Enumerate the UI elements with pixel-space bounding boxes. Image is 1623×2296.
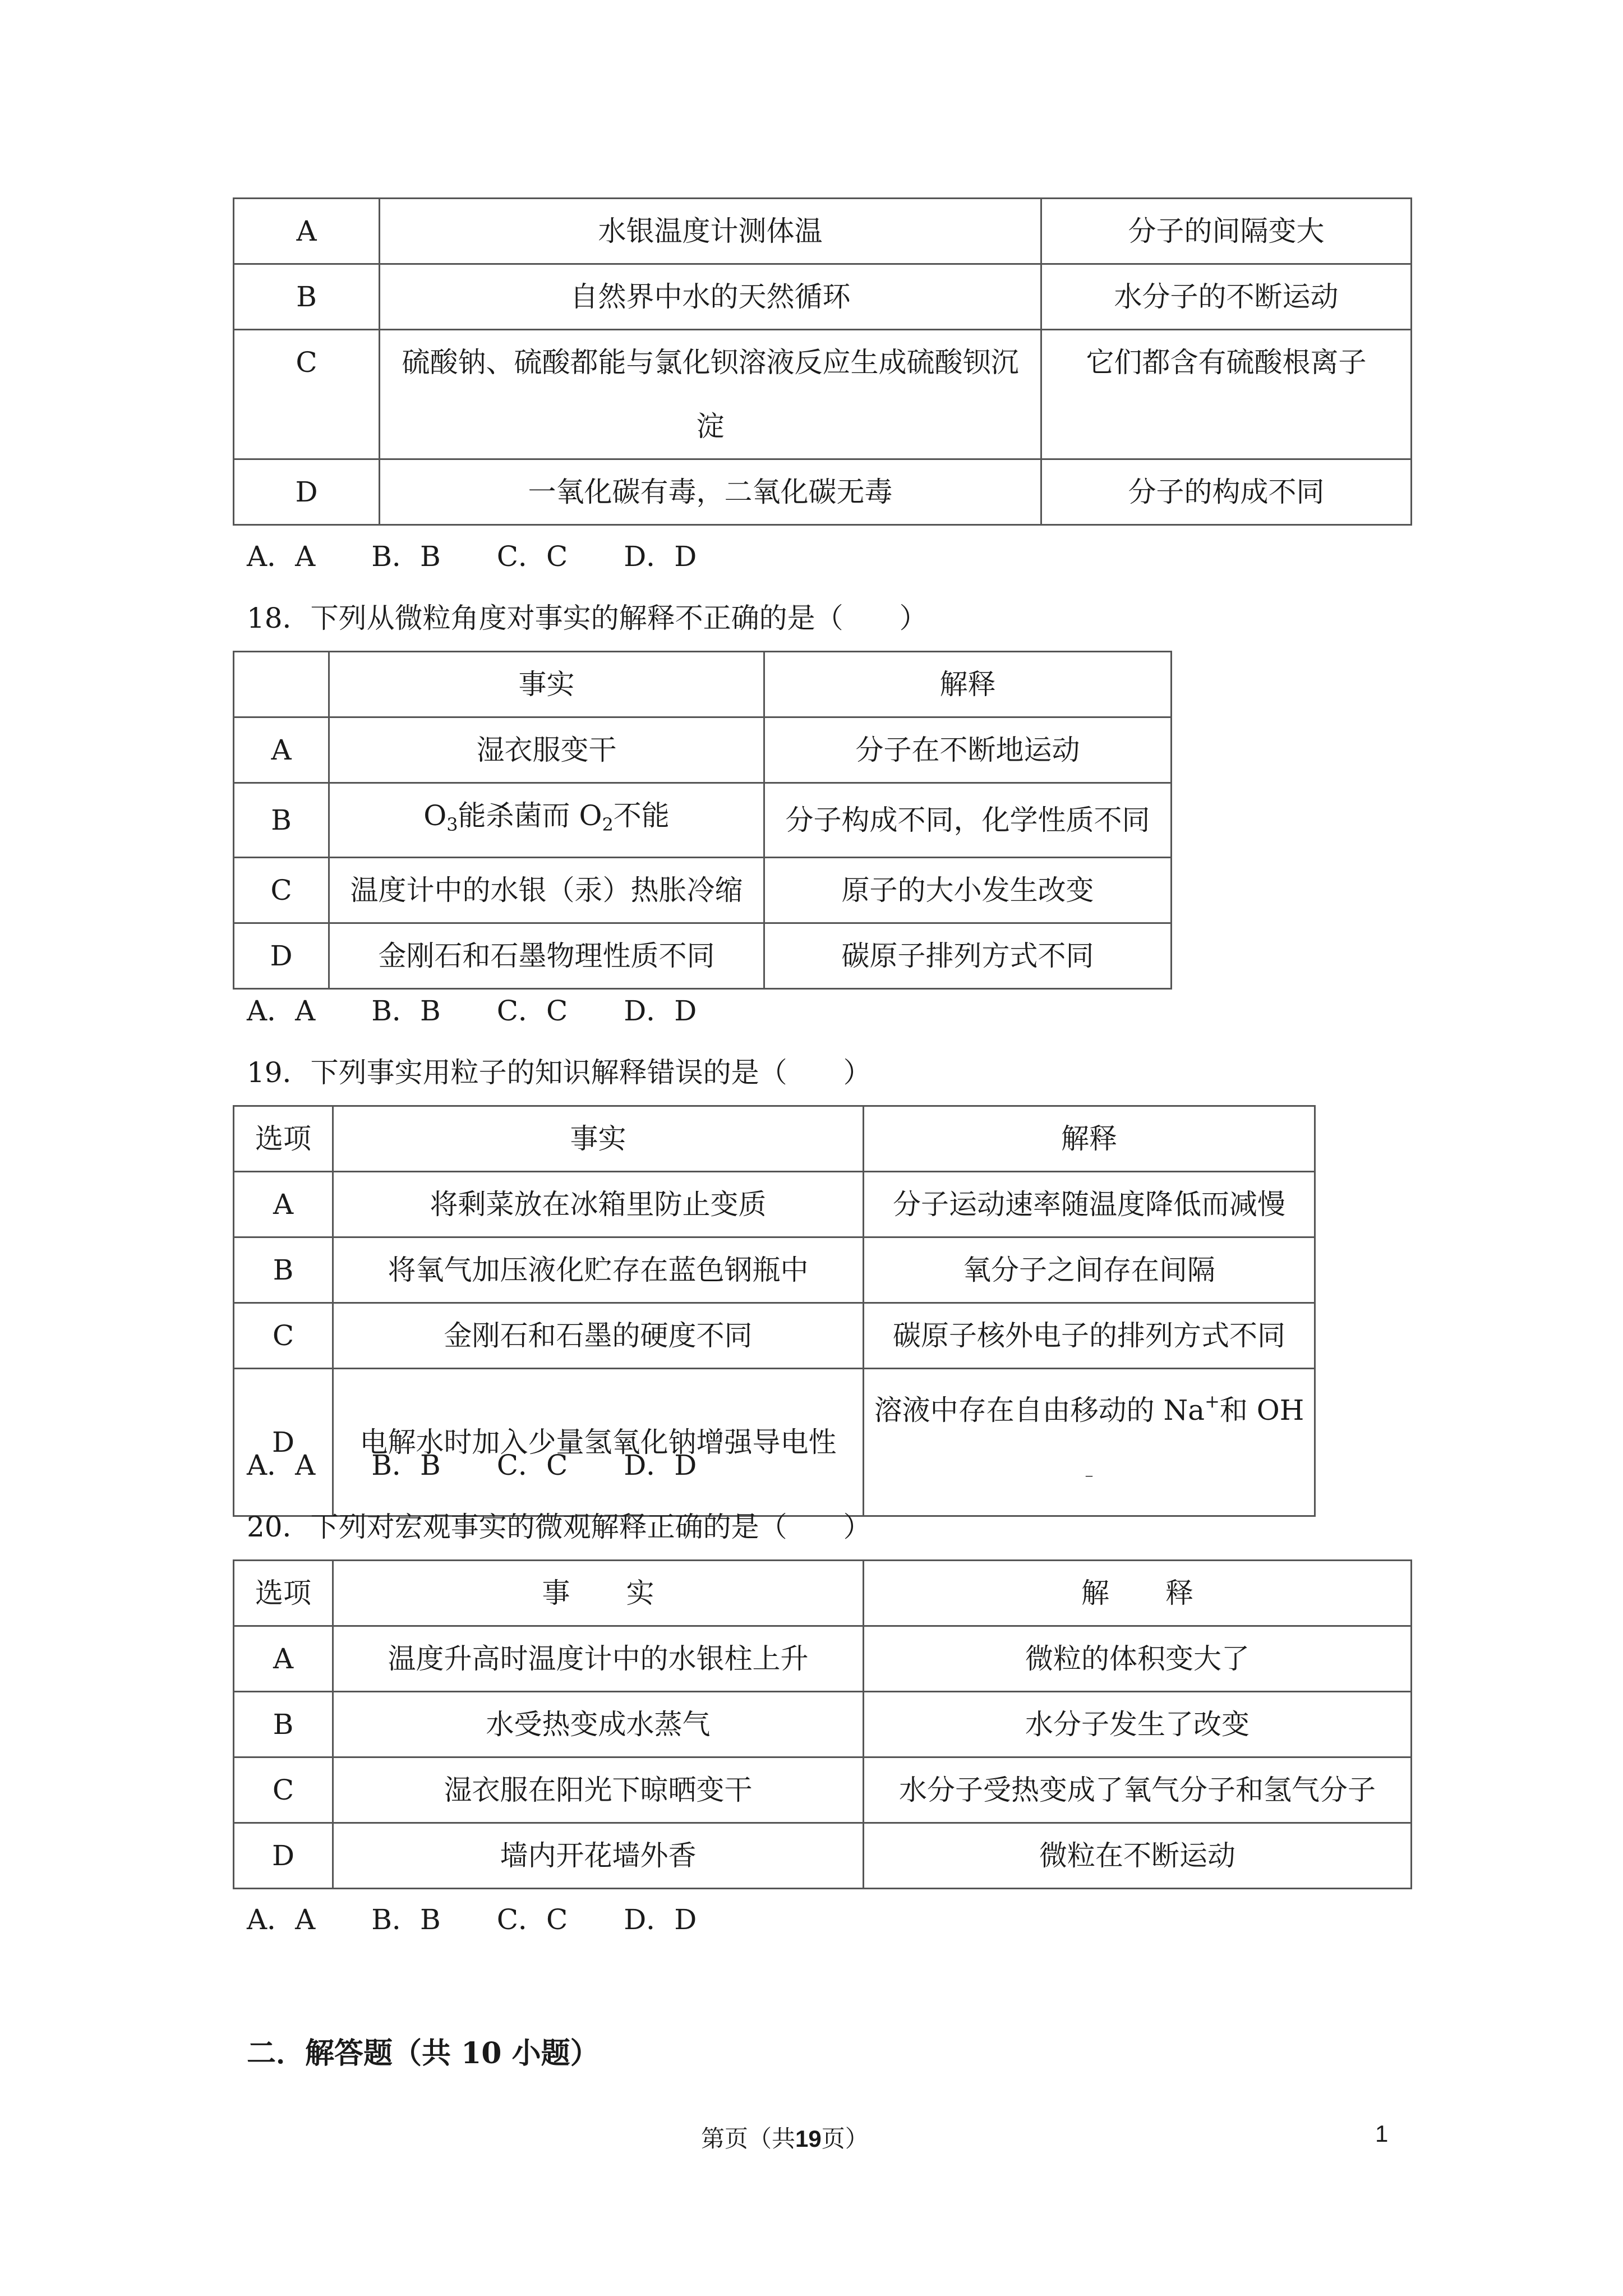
option-cell: A bbox=[234, 717, 329, 783]
superscript: ﹣ bbox=[1080, 1464, 1098, 1485]
formula-ozone: O bbox=[423, 799, 447, 832]
table-row bbox=[234, 330, 1412, 459]
option-cell: C bbox=[234, 858, 329, 923]
fact-cell: 自然界中水的天然循环 bbox=[380, 264, 1041, 330]
option-header bbox=[234, 652, 329, 717]
answer-choices: A．A B．B C．C D．D bbox=[247, 1449, 697, 1481]
explanation-cell: 分子构成不同，化学性质不同 bbox=[764, 783, 1172, 858]
table-row bbox=[234, 1823, 1412, 1889]
explanation-text: 溶液中存在自由移动的 Na bbox=[874, 1394, 1205, 1427]
fact-text: 不能 bbox=[613, 799, 670, 832]
option-cell: D bbox=[234, 1369, 333, 1516]
fact-cell: 一氧化碳有毒，二氧化碳无毒 bbox=[380, 459, 1041, 525]
fact-line: 硫酸钠、硫酸都能与氯化钡溶液反应生成硫酸钡沉 bbox=[402, 346, 1019, 379]
question-20-stem: 20．下列对宏观事实的微观解释正确的是（ ） bbox=[247, 1511, 872, 1543]
page-footer bbox=[701, 2120, 869, 2154]
explanation-cell: 分子的构成不同 bbox=[1041, 459, 1412, 525]
fact-cell: 水银温度计测体温 bbox=[380, 199, 1041, 264]
table-row bbox=[234, 1757, 1412, 1823]
explanation-header: 解释 bbox=[864, 1106, 1315, 1172]
page-number: 1 bbox=[1375, 2120, 1389, 2147]
fact-cell: 将氧气加压液化贮存在蓝色钢瓶中 bbox=[333, 1237, 864, 1303]
fact-cell: 金刚石和石墨物理性质不同 bbox=[329, 923, 764, 989]
fact-cell: 湿衣服变干 bbox=[329, 717, 764, 783]
fact-header: 事实 bbox=[333, 1106, 864, 1172]
section-heading: 二．解答题（共 10 小题） bbox=[247, 2036, 600, 2070]
superscript: + bbox=[1205, 1391, 1220, 1412]
table-row bbox=[234, 1692, 1412, 1757]
fact-cell bbox=[329, 783, 764, 858]
explanation-cell: 水分子的不断运动 bbox=[1041, 264, 1412, 330]
answer-choices: A．A B．B C．C D．D bbox=[247, 1903, 697, 1936]
footer-text: 页） bbox=[821, 2125, 869, 2152]
option-cell: B bbox=[234, 783, 329, 858]
explanation-cell: 氧分子之间存在间隔 bbox=[864, 1237, 1315, 1303]
option-cell: D bbox=[234, 923, 329, 989]
table-header-row bbox=[234, 652, 1172, 717]
explanation-cell: 原子的大小发生改变 bbox=[764, 858, 1172, 923]
fact-text: 能杀菌而 O bbox=[458, 799, 602, 832]
answer-choices: A．A B．B C．C D．D bbox=[247, 995, 697, 1027]
table-row bbox=[234, 1626, 1412, 1692]
fact-cell: 墙内开花墙外香 bbox=[333, 1823, 864, 1889]
explanation-cell: 分子在不断地运动 bbox=[764, 717, 1172, 783]
question-18-stem: 18．下列从微粒角度对事实的解释不正确的是（ ） bbox=[247, 602, 928, 634]
explanation-cell bbox=[864, 1369, 1315, 1516]
table-row bbox=[234, 459, 1412, 525]
answer-choices: A．A B．B C．C D．D bbox=[247, 540, 697, 573]
explanation-cell: 微粒的体积变大了 bbox=[864, 1626, 1412, 1692]
table-row bbox=[234, 1369, 1315, 1516]
option-cell: B bbox=[234, 1692, 333, 1757]
explanation-header: 解释 bbox=[764, 652, 1172, 717]
table-row bbox=[234, 858, 1172, 923]
fact-line: 淀 bbox=[696, 410, 725, 443]
explanation-cell: 分子运动速率随温度降低而减慢 bbox=[864, 1172, 1315, 1237]
fact-header: 事 实 bbox=[333, 1561, 864, 1626]
table-row bbox=[234, 783, 1172, 858]
table-q20 bbox=[233, 1559, 1412, 1889]
table-row bbox=[234, 1172, 1315, 1237]
fact-cell: 电解水时加入少量氢氧化钠增强导电性 bbox=[333, 1369, 864, 1516]
option-cell: C bbox=[234, 1303, 333, 1369]
option-header: 选项 bbox=[234, 1106, 333, 1172]
option-cell: B bbox=[234, 264, 380, 330]
fact-cell: 水受热变成水蒸气 bbox=[333, 1692, 864, 1757]
explanation-cell: 分子的间隔变大 bbox=[1041, 199, 1412, 264]
footer-total-pages: 19 bbox=[795, 2125, 822, 2152]
option-cell: D bbox=[234, 459, 380, 525]
explanation-header: 解 释 bbox=[864, 1561, 1412, 1626]
question-19-stem: 19．下列事实用粒子的知识解释错误的是（ ） bbox=[247, 1056, 872, 1089]
fact-cell bbox=[380, 330, 1041, 459]
explanation-cell: 微粒在不断运动 bbox=[864, 1823, 1412, 1889]
option-cell: A bbox=[234, 199, 380, 264]
table-row bbox=[234, 1303, 1315, 1369]
explanation-cell: 水分子发生了改变 bbox=[864, 1692, 1412, 1757]
explanation-cell: 碳原子核外电子的排列方式不同 bbox=[864, 1303, 1315, 1369]
explanation-cell: 它们都含有硫酸根离子 bbox=[1041, 330, 1412, 459]
explanation-cell: 碳原子排列方式不同 bbox=[764, 923, 1172, 989]
option-header: 选项 bbox=[234, 1561, 333, 1626]
option-cell: C bbox=[234, 1757, 333, 1823]
option-cell: D bbox=[234, 1823, 333, 1889]
explanation-cell: 水分子受热变成了氧气分子和氢气分子 bbox=[864, 1757, 1412, 1823]
table-row bbox=[234, 1237, 1315, 1303]
table-row bbox=[234, 717, 1172, 783]
footer-text: 第页（共 bbox=[701, 2125, 796, 2152]
subscript: 3 bbox=[446, 814, 458, 835]
option-cell: B bbox=[234, 1237, 333, 1303]
explanation-text: 和 OH bbox=[1219, 1394, 1304, 1427]
fact-cell: 湿衣服在阳光下晾晒变干 bbox=[333, 1757, 864, 1823]
fact-cell: 金刚石和石墨的硬度不同 bbox=[333, 1303, 864, 1369]
table-row bbox=[234, 199, 1412, 264]
option-cell: C bbox=[234, 330, 380, 459]
table-row bbox=[234, 923, 1172, 989]
table-header-row bbox=[234, 1106, 1315, 1172]
fact-cell: 温度升高时温度计中的水银柱上升 bbox=[333, 1626, 864, 1692]
table-header-row bbox=[234, 1561, 1412, 1626]
option-cell: A bbox=[234, 1626, 333, 1692]
table-q17 bbox=[233, 197, 1412, 526]
table-q18 bbox=[233, 651, 1172, 990]
table-row bbox=[234, 264, 1412, 330]
fact-cell: 将剩菜放在冰箱里防止变质 bbox=[333, 1172, 864, 1237]
fact-cell: 温度计中的水银（汞）热胀冷缩 bbox=[329, 858, 764, 923]
option-cell: A bbox=[234, 1172, 333, 1237]
subscript: 2 bbox=[602, 814, 614, 835]
fact-header: 事实 bbox=[329, 652, 764, 717]
